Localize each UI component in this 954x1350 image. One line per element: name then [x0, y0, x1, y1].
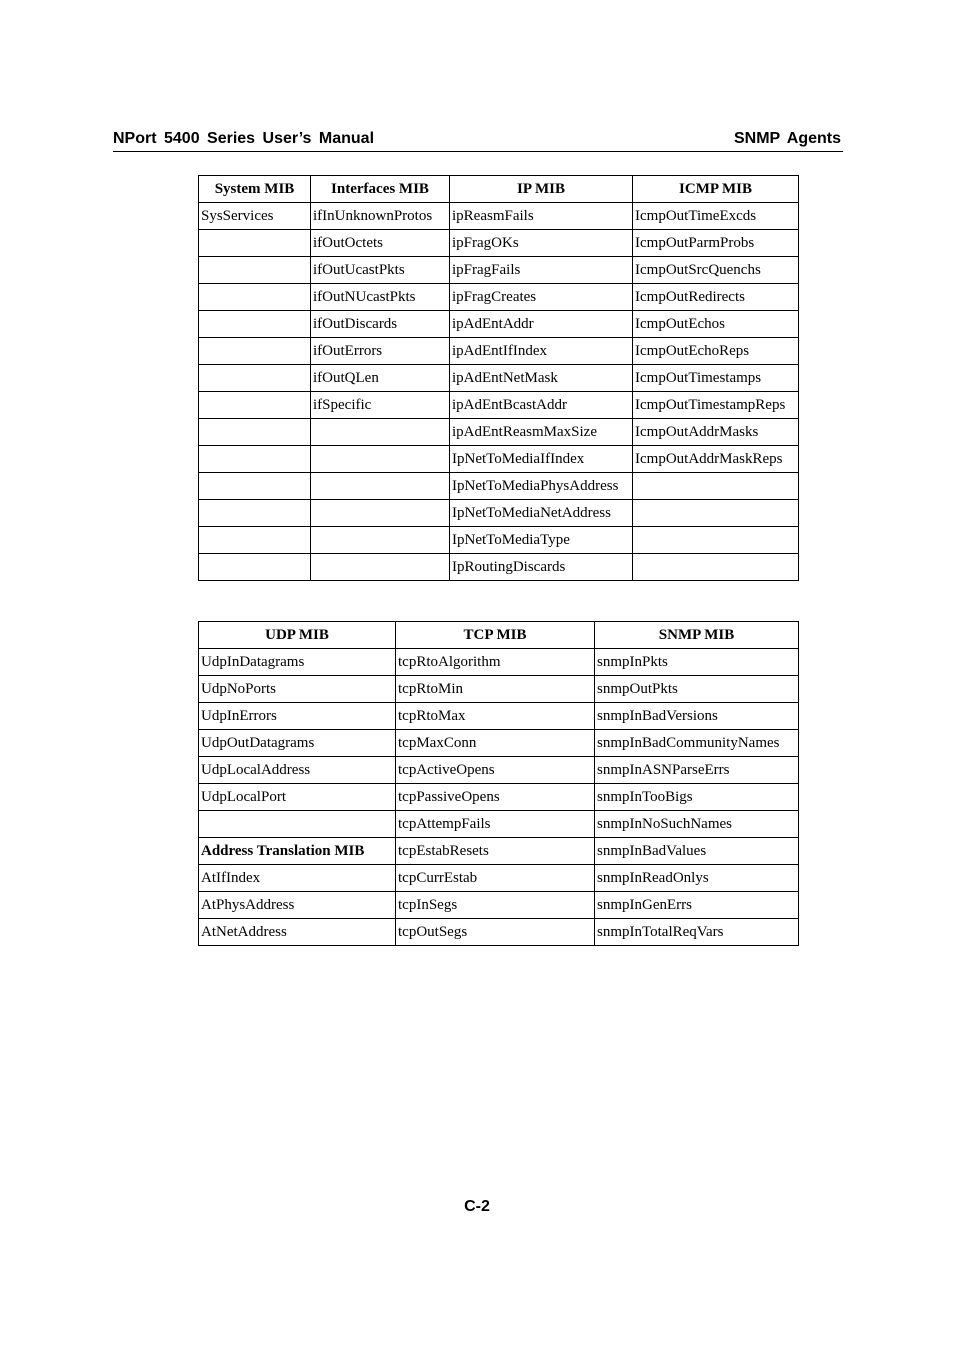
table-cell: tcpOutSegs [396, 919, 595, 946]
table-cell: IcmpOutSrcQuenchs [633, 257, 799, 284]
table-cell: ipAdEntNetMask [450, 365, 633, 392]
table-row [199, 392, 799, 419]
table-cell [311, 554, 450, 581]
table-row [199, 311, 799, 338]
table-cell: Address Translation MIB [199, 838, 396, 865]
table-cell: ifOutUcastPkts [311, 257, 450, 284]
table-cell: UdpOutDatagrams [199, 730, 396, 757]
table-cell [633, 527, 799, 554]
table-cell: IcmpOutAddrMaskReps [633, 446, 799, 473]
table-row [199, 757, 799, 784]
table-cell: ipFragOKs [450, 230, 633, 257]
table-cell [199, 473, 311, 500]
table-cell: snmpInBadVersions [595, 703, 799, 730]
table-cell: ipReasmFails [450, 203, 633, 230]
table-cell [633, 473, 799, 500]
table-cell: UdpInErrors [199, 703, 396, 730]
table1-header [199, 176, 799, 203]
table-cell: ifInUnknownProtos [311, 203, 450, 230]
table-row [199, 649, 799, 676]
table-cell: tcpAttempFails [396, 811, 595, 838]
table-cell: IcmpOutTimeExcds [633, 203, 799, 230]
table-cell: AtIfIndex [199, 865, 396, 892]
table-cell: ifOutErrors [311, 338, 450, 365]
table-cell [199, 284, 311, 311]
table-cell: IcmpOutEchos [633, 311, 799, 338]
table-cell: AtNetAddress [199, 919, 396, 946]
table-cell: tcpRtoMin [396, 676, 595, 703]
table-cell: snmpInBadValues [595, 838, 799, 865]
mib-table-udp-tcp-snmp [198, 621, 799, 946]
table-cell: ipAdEntBcastAddr [450, 392, 633, 419]
table-cell: tcpPassiveOpens [396, 784, 595, 811]
table-cell: snmpInPkts [595, 649, 799, 676]
mib-table-system-interfaces-ip-icmp [198, 175, 799, 581]
table-cell: IcmpOutParmProbs [633, 230, 799, 257]
table-cell [199, 257, 311, 284]
table-row [199, 257, 799, 284]
table-cell: ipAdEntAddr [450, 311, 633, 338]
table-cell: ipFragCreates [450, 284, 633, 311]
table-cell [199, 392, 311, 419]
page-header [113, 129, 843, 152]
table-cell: tcpRtoMax [396, 703, 595, 730]
table-cell: UdpLocalAddress [199, 757, 396, 784]
column-header: SNMP MIB [595, 622, 799, 649]
table-cell [199, 419, 311, 446]
column-header: IP MIB [450, 176, 633, 203]
table2-header [199, 622, 799, 649]
table-cell: ifOutOctets [311, 230, 450, 257]
table-cell [199, 365, 311, 392]
table-cell [633, 500, 799, 527]
table-cell: ifOutNUcastPkts [311, 284, 450, 311]
table-row [199, 365, 799, 392]
manual-title: NPort 5400 Series User’s Manual [113, 130, 375, 147]
table-cell: tcpInSegs [396, 892, 595, 919]
table-cell: snmpInNoSuchNames [595, 811, 799, 838]
column-header: TCP MIB [396, 622, 595, 649]
table-cell [311, 419, 450, 446]
column-header: UDP MIB [199, 622, 396, 649]
page-number: C-2 [464, 1198, 490, 1215]
table-cell [311, 500, 450, 527]
table-cell: snmpInTooBigs [595, 784, 799, 811]
table-cell [199, 554, 311, 581]
table-cell [199, 527, 311, 554]
table-cell: ipAdEntIfIndex [450, 338, 633, 365]
table-cell: IpRoutingDiscards [450, 554, 633, 581]
table-row [199, 865, 799, 892]
table-cell: snmpInASNParseErrs [595, 757, 799, 784]
table-cell: tcpRtoAlgorithm [396, 649, 595, 676]
table-row [199, 473, 799, 500]
table-cell: ipFragFails [450, 257, 633, 284]
table-cell: snmpInTotalReqVars [595, 919, 799, 946]
table-cell [199, 230, 311, 257]
table-row [199, 892, 799, 919]
table-cell [199, 811, 396, 838]
table-cell [311, 473, 450, 500]
table-row [199, 838, 799, 865]
table-cell: IpNetToMediaNetAddress [450, 500, 633, 527]
table-cell: IcmpOutTimestamps [633, 365, 799, 392]
table-row [199, 676, 799, 703]
table-cell: ifOutQLen [311, 365, 450, 392]
table-cell [199, 338, 311, 365]
table-row [199, 784, 799, 811]
table-cell: UdpNoPorts [199, 676, 396, 703]
table-cell: IcmpOutRedirects [633, 284, 799, 311]
table-cell: snmpOutPkts [595, 676, 799, 703]
table-cell: snmpInReadOnlys [595, 865, 799, 892]
column-header: System MIB [199, 176, 311, 203]
table-cell [199, 500, 311, 527]
table-row [199, 284, 799, 311]
chapter-title: SNMP Agents [733, 130, 841, 147]
table-cell: AtPhysAddress [199, 892, 396, 919]
table-cell: snmpInBadCommunityNames [595, 730, 799, 757]
table-cell: ifSpecific [311, 392, 450, 419]
table-cell: IpNetToMediaType [450, 527, 633, 554]
table-row [199, 230, 799, 257]
table-row [199, 338, 799, 365]
table-row [199, 527, 799, 554]
table-row [199, 811, 799, 838]
table-cell: SysServices [199, 203, 311, 230]
column-header: ICMP MIB [633, 176, 799, 203]
table-row [199, 730, 799, 757]
table-cell: IpNetToMediaPhysAddress [450, 473, 633, 500]
header-row [199, 176, 799, 203]
column-header: Interfaces MIB [311, 176, 450, 203]
table-cell: tcpActiveOpens [396, 757, 595, 784]
table-row [199, 419, 799, 446]
header-row [199, 622, 799, 649]
table-cell: ipAdEntReasmMaxSize [450, 419, 633, 446]
table-row [199, 703, 799, 730]
table-row [199, 554, 799, 581]
table-row [199, 919, 799, 946]
table-cell: IpNetToMediaIfIndex [450, 446, 633, 473]
table2-body [199, 649, 799, 946]
table-cell: UdpInDatagrams [199, 649, 396, 676]
table-cell [199, 311, 311, 338]
table-row [199, 203, 799, 230]
table-cell: IcmpOutEchoReps [633, 338, 799, 365]
table-cell: tcpCurrEstab [396, 865, 595, 892]
table-cell: ifOutDiscards [311, 311, 450, 338]
table-cell: IcmpOutAddrMasks [633, 419, 799, 446]
table1-body [199, 203, 799, 581]
table-cell: snmpInGenErrs [595, 892, 799, 919]
table-cell [311, 446, 450, 473]
table-cell [311, 527, 450, 554]
table-row [199, 500, 799, 527]
table-cell [633, 554, 799, 581]
table-cell: tcpEstabResets [396, 838, 595, 865]
table-cell: UdpLocalPort [199, 784, 396, 811]
table-row [199, 446, 799, 473]
table-cell [199, 446, 311, 473]
table-cell: IcmpOutTimestampReps [633, 392, 799, 419]
table-cell: tcpMaxConn [396, 730, 595, 757]
